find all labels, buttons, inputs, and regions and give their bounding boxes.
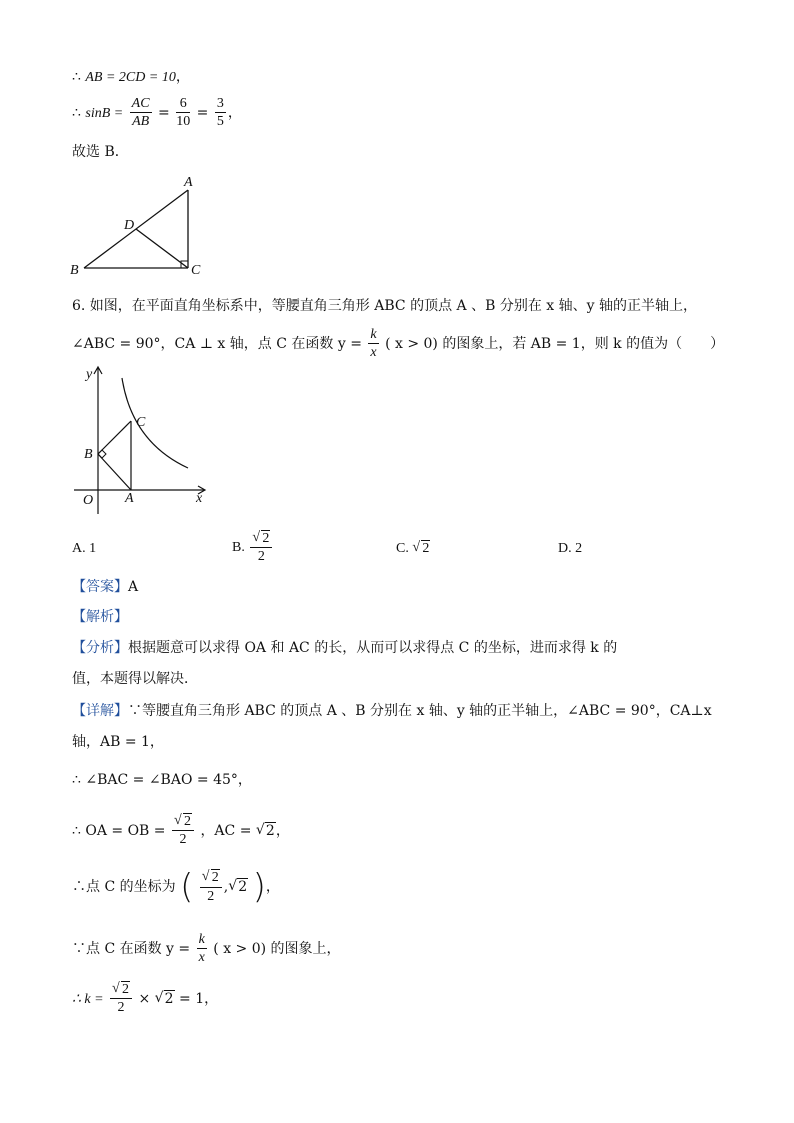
fraction-ac-ab: $\frac{AC}{AB}$ xyxy=(131,96,150,130)
fraction-6-10: $\frac{6}{10}$ xyxy=(176,96,191,130)
answer-tag: 【答案】 xyxy=(72,579,128,595)
label-d: D xyxy=(124,218,135,233)
option-a[interactable]: A. 1 xyxy=(72,541,97,556)
fraction-3-5: $\frac{3}{5}$ xyxy=(216,96,224,130)
therefore-symbol: ∴ xyxy=(72,69,81,85)
equation-ab: AB = 2CD = 10 xyxy=(85,70,176,85)
label-c: C xyxy=(136,415,146,430)
label-b: B xyxy=(84,447,93,462)
segment-dc xyxy=(136,229,188,268)
label-c: C xyxy=(191,263,201,278)
step-k-value: ∴ k = √ $\frac{2}{2}$ × √ 2 = 1， xyxy=(72,982,218,1016)
answer-value: A xyxy=(128,579,139,595)
label-y: y xyxy=(86,367,93,382)
step-coordinates: ∴点 C 的坐标为 ( √ $\frac{2}{2}$ ,√ 2 )， xyxy=(72,870,280,904)
option-d[interactable]: D. 2 xyxy=(558,541,583,556)
question-line-1: 6. 如图，在平面直角坐标系中，等腰直角三角形 ABC 的顶点 A 、B 分别在 x 轴、y 轴的正半轴上， xyxy=(72,298,697,314)
label-o: O xyxy=(83,493,94,508)
prev-line-sinb: ∴ sinB = $\frac{AC}{AB}$ = $\frac{6}{10}$ = $\frac{3}{5}$ ， xyxy=(72,96,242,130)
label-b: B xyxy=(70,263,79,278)
fenxi-line-1: 【分析】根据题意可以求得 OA 和 AC 的长，从而可以求得点 C 的坐标，进而求得 k 的 xyxy=(72,640,618,656)
question-line-2: ∠ABC = 90°，CA ⊥ x 轴，点 C 在函数 y = $\frac{k}{x}$ ( x > 0) 的图象上，若 AB = 1，则 k 的值为（ ） xyxy=(72,327,725,361)
prev-line-ab: ∴ AB = 2CD = 10， xyxy=(72,69,190,85)
option-c[interactable]: C. √ 2 xyxy=(396,541,430,557)
segment-b-a xyxy=(98,454,131,490)
label-a: A xyxy=(125,491,134,506)
xiangjie-line-2: 轴，AB = 1， xyxy=(72,734,164,750)
analysis-tag: 【解析】 xyxy=(72,609,128,625)
sqrt-2: √ 2 xyxy=(412,541,430,557)
coordinate-figure xyxy=(66,362,216,520)
answer-line xyxy=(72,580,138,594)
label-a: A xyxy=(184,175,193,190)
step-angle: ∴ ∠BAC = ∠BAO = 45°， xyxy=(72,772,252,788)
fraction-k-x: $\frac{k}{x}$ xyxy=(370,327,377,361)
right-angle-mark-b xyxy=(98,450,106,458)
hyperbola-curve xyxy=(122,378,188,468)
step-point-on-curve: ∵点 C 在函数 y = $\frac{k}{x}$ ( x > 0) 的图象上， xyxy=(72,932,341,966)
segment-b-c xyxy=(98,421,131,454)
fenxi-line-2: 值，本题得以解决． xyxy=(72,671,198,687)
fraction-sqrt2-2: √ $\frac{2}{2}$ xyxy=(250,531,272,565)
xiangjie-line-1: 【详解】∵等腰直角三角形 ABC 的顶点 A 、B 分别在 x 轴、y 轴的正半轴上，∠ABC = 90°，CA⊥x xyxy=(72,703,712,719)
sinb-lhs: sinB = xyxy=(85,105,124,121)
triangle-figure-prev xyxy=(64,170,214,282)
option-b[interactable]: B. √ $\frac{2}{2}$ xyxy=(232,531,274,565)
label-x: x xyxy=(196,491,203,506)
step-oa-ob: ∴ OA = OB = √ $\frac{2}{2}$ ，AC = √ 2， xyxy=(72,814,290,848)
prev-conclusion: 故选 B． xyxy=(72,144,129,160)
